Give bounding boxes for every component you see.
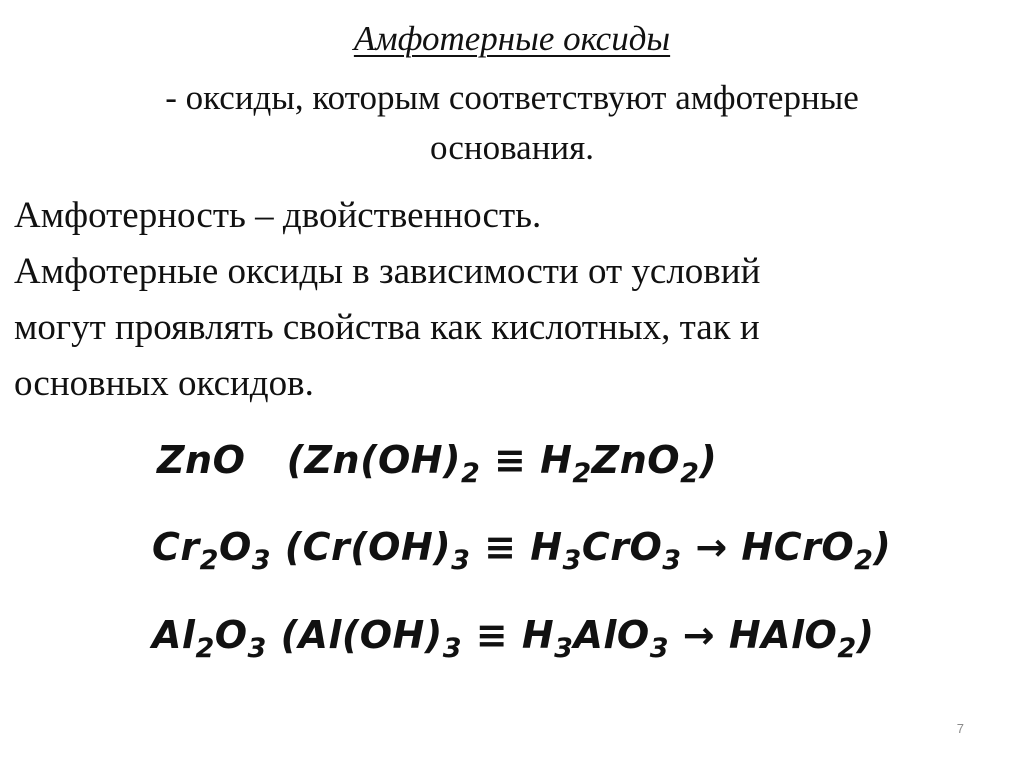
definition-text: [40, 73, 984, 173]
definition-line-1: - оксиды, которым соответствуют амфотерные: [165, 78, 859, 117]
formula-chromium-oxide: [152, 523, 892, 576]
formula-subscript: 3: [562, 545, 582, 576]
formula-close-paren: ): [856, 613, 875, 657]
formula-acid-rest: CrO: [581, 525, 663, 569]
formula-acid-rest: ZnO: [591, 438, 681, 482]
explanation-paragraph: [14, 188, 1004, 412]
formula-oxide: Al: [152, 613, 196, 657]
formula-close-paren: ): [699, 438, 718, 482]
formula-acid: H: [530, 525, 563, 569]
formula-oxide: ZnO: [157, 438, 246, 482]
equivalence-symbol: ≡: [475, 613, 509, 657]
formula-subscript: 2: [199, 545, 219, 576]
formula-oxide-mid: O: [214, 613, 248, 657]
formula-close-paren: ): [873, 525, 892, 569]
slide-title: Амфотерные оксиды: [353, 19, 671, 58]
formula-subscript: 2: [680, 458, 700, 489]
formula-acid-rest: AlO: [573, 613, 650, 657]
formula-zinc-oxide: [157, 436, 718, 489]
formula-acid: H: [540, 438, 573, 482]
equivalence-symbol: ≡: [493, 438, 527, 482]
formula-acid: H: [521, 613, 555, 657]
formula-subscript: 2: [460, 458, 481, 489]
formula-aluminium-oxide: [152, 611, 875, 664]
formula-meta-acid: HAlO: [728, 613, 838, 657]
page-number: 7: [956, 721, 964, 736]
formula-subscript: 3: [649, 633, 669, 664]
explanation-line-2: Амфотерные оксиды в зависимости от условий: [14, 251, 761, 292]
formula-subscript: 3: [247, 633, 267, 664]
formula-subscript: 2: [837, 633, 857, 664]
formula-subscript: 2: [572, 458, 592, 489]
formula-subscript: 3: [442, 633, 463, 664]
formula-subscript: 2: [195, 633, 215, 664]
explanation-line-1: Амфотерность – двойственность.: [14, 195, 542, 236]
formula-base: (Cr(OH): [284, 525, 452, 569]
explanation-line-4: основных оксидов.: [14, 363, 314, 404]
formula-base: (Zn(OH): [286, 438, 461, 482]
formula-subscript: 3: [662, 545, 682, 576]
arrow-symbol: →: [695, 525, 728, 569]
equivalence-symbol: ≡: [484, 525, 517, 569]
formula-meta-acid: HCrO: [741, 525, 855, 569]
formula-subscript: 3: [451, 545, 471, 576]
formula-oxide: Cr: [152, 525, 200, 569]
arrow-symbol: →: [682, 613, 716, 657]
formula-subscript: 3: [251, 545, 272, 576]
formula-subscript: 2: [854, 545, 874, 576]
formula-subscript: 3: [554, 633, 574, 664]
definition-line-2: основания.: [429, 128, 595, 167]
explanation-line-3: могут проявлять свойства как кислотных, так и: [14, 307, 760, 348]
formula-base: (Al(OH): [280, 613, 443, 657]
formula-oxide-mid: O: [218, 525, 252, 569]
